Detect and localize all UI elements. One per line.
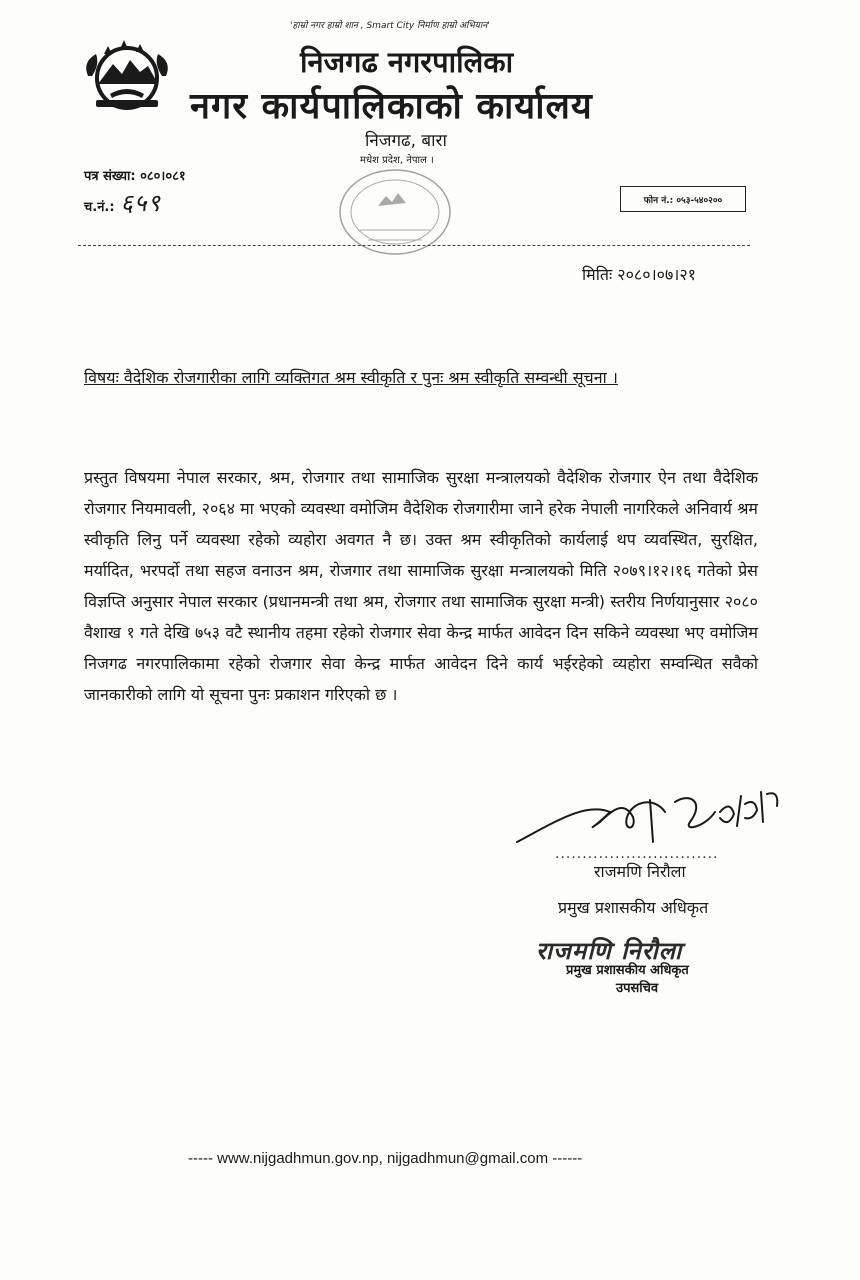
- name-stamp: राजमणि निरौला: [536, 937, 683, 965]
- phone-box: फोन नं.: ०५३-५४०२००: [620, 186, 746, 212]
- nepal-emblem-icon: [78, 38, 176, 118]
- slogan: 'हाम्रो नगर हाम्रो शान , Smart City निर्माण हाम्रो अभियान': [290, 21, 490, 31]
- office-stamp-icon: [330, 160, 460, 270]
- letter-body: प्रस्तुत विषयमा नेपाल सरकार, श्रम, रोजगार तथा सामाजिक सुरक्षा मन्त्रालयको वैदेशिक रोजगार ऐन तथा वैदेशिक रोजगार नियमावली, २०६४ मा भएको व्यवस्था वमोजिम वैदेशिक रोजगारीमा जाने हरेक नेपाली नागरिकले अनिवार्य श्रम स्वीकृति लिनु पर्ने व्यवस्था रहेको व्यहोरा अवगत नै छ। उक्त श्रम स्वीकृतिको कार्यलाई थप व्यवस्थित, सुरक्षित, मर्यादित, भरपर्दो तथा सहज वनाउन श्रम, रोजगार तथा सामाजिक सुरक्षा मन्त्रालयको मिति २०७९।१२।१६ गतेको प्रेस विज्ञप्ति अनुसार नेपाल सरकार (प्रधानमन्त्री तथा श्रम, रोजगार तथा सामाजिक सुरक्षा मन्त्री) स्तरीय निर्णयानुसार २०८० वैशाख १ गते देखि ७५३ वटै स्थानीय तहमा रहेको रोजगार सेवा केन्द्र मार्फत आवेदन दिन सकिने व्यवस्था भए वमोजिम निजगढ नगरपालिकामा रहेको रोजगार सेवा केन्द्र मार्फत आवेदन दिने कार्य भईरहेको व्यहोरा सम्वन्धित सवैको जानकारीको लागि यो सूचना पुनः प्रकाशन गरिएको छ ।: [84, 468, 758, 704]
- signatory-name: राजमणि निरौला: [594, 862, 686, 881]
- signatory-title: प्रमुख प्रशासकीय अधिकृत: [558, 898, 709, 917]
- municipality-name: निजगढ नगरपालिका: [300, 45, 514, 79]
- office-province: मधेश प्रदेश, नेपाल ।: [360, 155, 434, 166]
- handwritten-signature: [515, 782, 785, 852]
- header-divider: [78, 245, 750, 246]
- letter-subject: विषयः वैदेशिक रोजगारीका लागि व्यक्तिगत श्रम स्वीकृति र पुनः श्रम स्वीकृति सम्वन्धी सूचना ।: [84, 368, 618, 387]
- office-name: नगर कार्यपालिकाको कार्यालय: [190, 86, 593, 127]
- letter-date: मितिः २०८०।०७।२१: [582, 265, 696, 284]
- dispatch-number-label: च.नं.:: [84, 200, 115, 215]
- name-stamp-title: प्रमुख प्रशासकीय अधिकृत: [566, 963, 689, 978]
- letter-number: पत्र संख्या: ०८०।०८१: [84, 169, 186, 184]
- signature-line: ..............................: [555, 846, 719, 862]
- dispatch-number-value: ६५९: [120, 189, 161, 217]
- dispatch-number: [84, 186, 161, 219]
- office-location: निजगढ, बारा: [365, 131, 447, 151]
- footer-contact: ----- www.nijgadhmun.gov.np, nijgadhmun@gmail.com ------: [188, 1150, 583, 1167]
- name-stamp-designation: उपसचिव: [616, 981, 659, 996]
